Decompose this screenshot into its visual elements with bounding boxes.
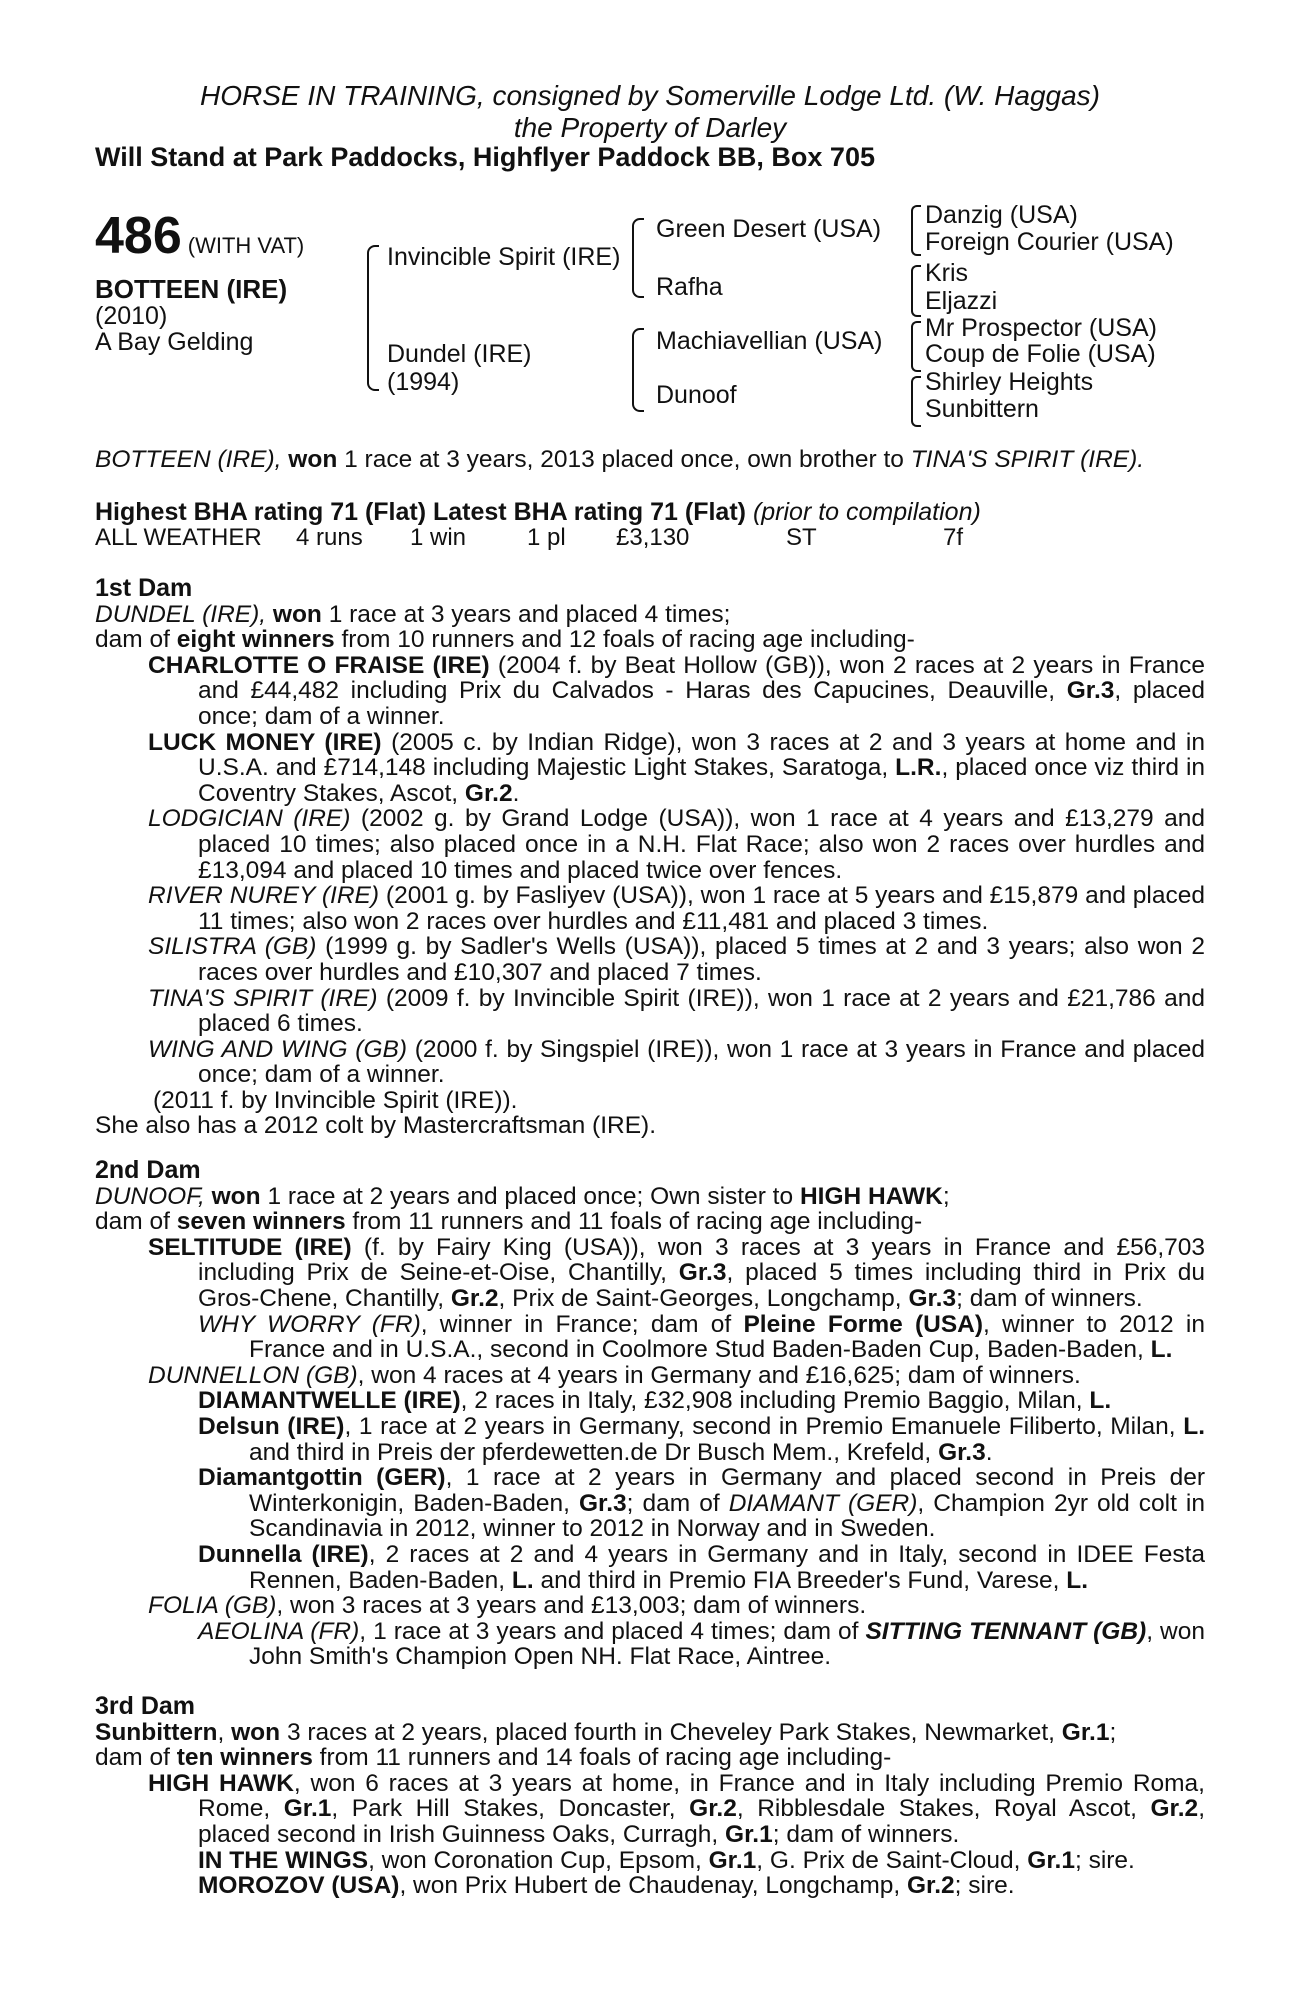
grade: Gr.3	[678, 1259, 727, 1287]
first-dam-heading: 1st Dam	[95, 574, 193, 602]
produce-name: SELTITUDE (IRE)	[148, 1233, 352, 1261]
grade: Gr.2	[1150, 1795, 1199, 1823]
produce-name: Diamantgottin (GER)	[198, 1464, 446, 1492]
second-dam-intro	[95, 1184, 1205, 1210]
listed-race: L.	[1183, 1412, 1206, 1440]
produce-record: , won 6 races at 3 years at home, in France and in Italy including Premio Roma, Rome,	[198, 1769, 1205, 1823]
produce-record: (2002 g. by Grand Lodge (USA)), won 1 race at 4 years and £13,279 and placed 10 times; also placed once in a N.H. Flat Race; also won 2 races over hurdles and £13,094 and placed 10 times and placed twice over fences.	[198, 805, 1205, 884]
summary-text: 1 race at 3 years, 2013 placed once, own brother to	[344, 446, 904, 473]
pedigree-brace	[911, 321, 921, 372]
produce-record: , 2 races at 2 and 4 years in Germany and in Italy, second in IDEE Festa Rennen, Baden-Baden,	[249, 1540, 1205, 1594]
places: 1 pl	[527, 524, 566, 551]
pedigree-brace	[632, 218, 644, 298]
third-dam-heading: 3rd Dam	[95, 1692, 196, 1720]
produce-record: , placed second in Irish Guinness Oaks, Curragh,	[198, 1795, 1205, 1848]
produce-name: DUNNELLON (GB)	[148, 1361, 358, 1389]
sire-dam: Rafha	[656, 273, 723, 301]
summary-horse-name: BOTTEEN (IRE),	[95, 446, 282, 473]
produce-record: , G. Prix de Saint-Cloud,	[756, 1846, 1021, 1874]
grand-produce-entry	[95, 1465, 1205, 1542]
dam-of-label: dam of	[95, 1208, 170, 1236]
dam-dam-sire: Shirley Heights	[925, 368, 1094, 396]
produce-name: TINA'S SPIRIT (IRE)	[148, 984, 378, 1012]
produce-entry	[95, 934, 1205, 985]
property-line: the Property of Darley	[513, 112, 787, 143]
grand-produce-entry	[95, 1542, 1205, 1593]
grand-produce-entry	[95, 1414, 1205, 1465]
produce-record: (f. by Fairy King (USA)), won 3 races at 3 years in France and £56,703 including Prix de Seine-et-Oise, Chantilly,	[198, 1233, 1206, 1287]
third-dam-intro: Sunbittern, won 3 races at 2 years, placed fourth in Cheveley Park Stakes, Newmarket, Gr.1;	[95, 1718, 1117, 1746]
winners-count: ten winners	[176, 1744, 313, 1772]
grade: Gr.3	[1066, 677, 1115, 705]
grand-produce-entry	[95, 1388, 1205, 1414]
punctuation: ;	[1109, 1718, 1117, 1746]
listed-race: L.	[1066, 1566, 1089, 1594]
produce-name: DIAMANT (GER)	[728, 1489, 918, 1517]
grand-produce-entry	[95, 1873, 1205, 1899]
sire: Invincible Spirit (IRE)	[387, 243, 621, 271]
grade: Gr.1	[708, 1846, 757, 1874]
produce-record: , won 3 races at 3 years and £13,003; dam of winners.	[276, 1592, 867, 1620]
third-dam-produce-summary	[95, 1745, 1205, 1771]
produce-record: , 1 race at 2 years in Germany and placed second in Preis der Winterkonigin, Baden-Baden,	[249, 1464, 1205, 1517]
produce-name: MOROZOV (USA)	[198, 1872, 400, 1900]
grade: Gr.2	[906, 1872, 955, 1900]
sire-sire: Green Desert (USA)	[656, 215, 882, 243]
produce-record: (2000 f. by Singspiel (IRE)), won 1 race at 3 years in France and placed once; dam of a winner.	[198, 1035, 1205, 1089]
produce-entry	[95, 1771, 1205, 1848]
grand-produce-entry	[95, 1619, 1205, 1670]
pedigree-brace	[911, 265, 921, 317]
produce-record-end: ; dam of winners.	[772, 1820, 960, 1848]
won-label: won	[231, 1718, 281, 1746]
winners-count: seven winners	[176, 1208, 346, 1236]
grade: Gr.1	[725, 1820, 773, 1848]
produce-name: FOLIA (GB)	[148, 1592, 277, 1620]
grade: Gr.1	[1027, 1846, 1075, 1874]
first-dam-intro	[95, 602, 1205, 628]
produce-name: Pleine Forme (USA)	[743, 1310, 984, 1338]
produce-name: LODGICIAN (IRE)	[148, 805, 351, 833]
distance: 7f	[943, 524, 964, 551]
grade: Gr.1	[283, 1795, 332, 1823]
produce-name: DIAMANTWELLE (IRE)	[198, 1387, 461, 1415]
produce-record: , won Prix Hubert de Chaudenay, Longchamp,	[399, 1872, 901, 1900]
rating-note: (prior to compilation)	[752, 498, 981, 526]
third-dam-section	[95, 1694, 1205, 1899]
runners-foals: from 11 runners and 11 foals of racing age including-	[352, 1208, 923, 1236]
first-dam-record: 1 race at 3 years and placed 4 times;	[328, 600, 731, 628]
first-dam-name: DUNDEL (IRE),	[95, 600, 267, 628]
produce-record: , Park Hill Stakes, Doncaster,	[331, 1795, 676, 1823]
vat-note: (WITH VAT)	[187, 233, 305, 258]
punctuation: .	[512, 779, 520, 807]
wins: 1 win	[410, 524, 467, 551]
dam-of-label: dam of	[95, 1744, 170, 1772]
listed-race: L.	[1089, 1387, 1112, 1415]
produce-entry	[95, 1593, 1205, 1619]
produce-record: and third in Premio FIA Breeder's Fund, Varese,	[540, 1566, 1060, 1594]
punctuation: ;	[942, 1182, 950, 1210]
produce-record-end: , placed once; dam of a winner.	[198, 677, 1206, 730]
second-dam-name: DUNOOF,	[95, 1182, 205, 1210]
produce-name: Delsun (IRE)	[198, 1412, 345, 1440]
grand-produce-entry	[95, 1312, 1205, 1363]
going: ST	[786, 524, 817, 551]
grade: Gr.3	[938, 1438, 986, 1466]
dam-dam-dam: Sunbittern	[925, 395, 1039, 423]
dam-sire-dam: Coup de Folie (USA)	[925, 340, 1156, 368]
grade: Gr.3	[578, 1489, 627, 1517]
produce-record: , Ribblesdale Stakes, Royal Ascot,	[736, 1795, 1137, 1823]
produce-record: (2001 g. by Fasliyev (USA)), won 1 race at 5 years and £15,879 and placed 11 times; also won 2 races over hurdles and £11,481 and placed 3 times.	[198, 882, 1206, 935]
produce-record-end: ; dam of winners.	[956, 1284, 1143, 1312]
rating-line	[95, 498, 981, 527]
listed-race: L.	[511, 1566, 534, 1594]
punctuation: .	[985, 1438, 993, 1466]
listed-race: L.R.	[895, 754, 942, 782]
consignor-line: HORSE IN TRAINING, consigned by Somerville Lodge Ltd. (W. Haggas)	[200, 80, 1100, 111]
sire-sire-dam: Foreign Courier (USA)	[925, 228, 1174, 256]
produce-record: , placed 5 times including third in Prix du Gros-Chene, Chantilly,	[198, 1259, 1206, 1312]
third-dam-record: 3 races at 2 years, placed fourth in Cheveley Park Stakes, Newmarket,	[286, 1718, 1055, 1746]
produce-record: , Prix de Saint-Georges, Longchamp,	[498, 1284, 902, 1312]
produce-record: , won 4 races at 4 years in Germany and £16,625; dam of winners.	[357, 1361, 1081, 1389]
won-label: won	[211, 1182, 261, 1210]
pedigree-brace	[632, 328, 644, 412]
lot-number	[95, 206, 304, 266]
produce-record: , 1 race at 2 years in Germany, second in Premio Emanuele Filiberto, Milan,	[344, 1412, 1176, 1440]
pedigree-brace	[911, 205, 921, 256]
produce-entry	[95, 806, 1205, 883]
produce-record: (2009 f. by Invincible Spirit (IRE)), won 1 race at 2 years and £21,786 and placed 6 times.	[198, 984, 1205, 1038]
grade: Gr.2	[464, 779, 513, 807]
produce-record: (2004 f. by Beat Hollow (GB)), won 2 races at 2 years in France and £44,482 including Prix du Calvados - Haras des Capucines, Deauville,	[198, 651, 1206, 705]
sire-sire-sire: Danzig (USA)	[925, 201, 1078, 229]
runs: 4 runs	[296, 524, 363, 551]
produce-record-end: , placed once viz third in Coventry Stakes, Ascot,	[198, 754, 1206, 807]
runners-foals: from 11 runners and 14 foals of racing age including-	[319, 1744, 892, 1772]
produce-record: ; dam of	[626, 1489, 720, 1517]
grade: Gr.2	[689, 1795, 737, 1823]
winners-count: eight winners	[176, 626, 335, 654]
summary-won: won	[288, 446, 338, 473]
produce-name: CHARLOTTE O FRAISE (IRE)	[148, 651, 490, 679]
produce-record-end: ; sire.	[1074, 1846, 1135, 1874]
pedigree-brace	[367, 245, 379, 391]
produce-record: , 2 races in Italy, £32,908 including Premio Baggio, Milan,	[460, 1387, 1083, 1415]
produce-name: SITTING TENNANT (GB)	[865, 1617, 1147, 1645]
dam-of-label: dam of	[95, 626, 170, 654]
produce-entry: (2011 f. by Invincible Spirit (IRE)).	[153, 1086, 518, 1114]
bha-ratings: Highest BHA rating 71 (Flat) Latest BHA rating 71 (Flat)	[95, 498, 746, 526]
earnings: £3,130	[616, 524, 690, 551]
produce-record: , winner to 2012 in France and in U.S.A., second in Coolmore Stud Baden-Baden Cup, Baden-Baden,	[249, 1310, 1205, 1364]
dam: Dundel (IRE)	[387, 340, 532, 368]
produce-entry	[95, 986, 1205, 1037]
first-dam-section	[95, 576, 1205, 1139]
produce-name: RIVER NUREY (IRE)	[148, 882, 380, 910]
sire-dam-dam: Eljazzi	[925, 287, 998, 315]
produce-record: (1999 g. by Sadler's Wells (USA)), placed 5 times at 2 and 3 years; also won 2 races over hurdles and £10,307 and placed 7 times.	[198, 933, 1205, 986]
later-produce: She also has a 2012 colt by Mastercraftsman (IRE).	[95, 1112, 657, 1140]
produce-entry	[95, 653, 1205, 730]
produce-name: SILISTRA (GB)	[148, 933, 317, 961]
produce-record: and third in Preis der pferdewetten.de Dr Busch Mem., Krefeld,	[249, 1438, 932, 1466]
race-summary	[95, 446, 1144, 474]
horse-description: A Bay Gelding	[95, 328, 254, 356]
first-dam-produce-summary	[95, 627, 1205, 653]
foaling-year: (2010)	[95, 302, 168, 330]
grand-produce-entry	[95, 1848, 1205, 1874]
produce-record: (2005 c. by Indian Ridge), won 3 races at 2 and 3 years at home and in U.S.A. and £714,148 including Majestic Light Stakes, Saratoga,	[198, 728, 1206, 782]
second-dam-produce-summary	[95, 1209, 1205, 1235]
produce-record-end: , Champion 2yr old colt in Scandinavia in 2012, winner to 2012 in Norway and in Sweden.	[249, 1489, 1206, 1543]
surface-type: ALL WEATHER	[95, 524, 262, 551]
grade: Gr.3	[908, 1284, 957, 1312]
grade: Gr.1	[1061, 1718, 1110, 1746]
produce-record-end: , won John Smith's Champion Open NH. Flat Race, Aintree.	[249, 1617, 1205, 1671]
produce-entry	[95, 1363, 1205, 1389]
sire-dam-sire: Kris	[925, 259, 969, 287]
produce-name: AEOLINA (FR)	[198, 1617, 360, 1645]
runners-foals: from 10 runners and 12 foals of racing age including-	[341, 626, 915, 654]
produce-entry	[95, 1235, 1205, 1312]
dam-sire: Machiavellian (USA)	[656, 327, 883, 355]
lot-number-value: 486	[95, 207, 182, 265]
produce-record: , won Coronation Cup, Epsom,	[368, 1846, 702, 1874]
horse-name: BOTTEEN (IRE)	[95, 274, 288, 304]
pedigree-brace	[911, 376, 921, 427]
second-dam-section	[95, 1158, 1205, 1670]
produce-entry	[95, 883, 1205, 934]
produce-record: , 1 race at 3 years and placed 4 times; dam of	[359, 1617, 859, 1645]
third-dam-name: Sunbittern	[95, 1718, 218, 1746]
produce-entry	[95, 730, 1205, 807]
produce-name: HIGH HAWK	[148, 1769, 294, 1797]
dam-sire-sire: Mr Prospector (USA)	[925, 314, 1157, 342]
produce-name: Dunnella (IRE)	[198, 1540, 369, 1568]
dam-year: (1994)	[387, 368, 460, 396]
dam-dam: Dunoof	[656, 381, 737, 409]
second-dam-record: 1 race at 2 years and placed once; Own sister to	[267, 1182, 794, 1210]
summary-brother: TINA'S SPIRIT (IRE).	[910, 446, 1145, 473]
grade: Gr.2	[450, 1284, 499, 1312]
produce-name: WHY WORRY (FR)	[198, 1310, 421, 1338]
listed-race: L.	[1150, 1336, 1173, 1364]
produce-name: LUCK MONEY (IRE)	[148, 728, 382, 756]
stand-location: Will Stand at Park Paddocks, Highflyer Paddock BB, Box 705	[95, 142, 875, 172]
won-label: won	[272, 600, 322, 628]
sibling-name: HIGH HAWK	[799, 1182, 943, 1210]
produce-entry	[95, 1037, 1205, 1088]
produce-name: IN THE WINGS	[198, 1846, 369, 1874]
second-dam-heading: 2nd Dam	[95, 1156, 201, 1184]
surface-record	[95, 524, 262, 552]
produce-record-end: ; sire.	[954, 1872, 1015, 1900]
produce-record: , winner in France; dam of	[420, 1310, 732, 1338]
produce-name: WING AND WING (GB)	[148, 1035, 408, 1063]
